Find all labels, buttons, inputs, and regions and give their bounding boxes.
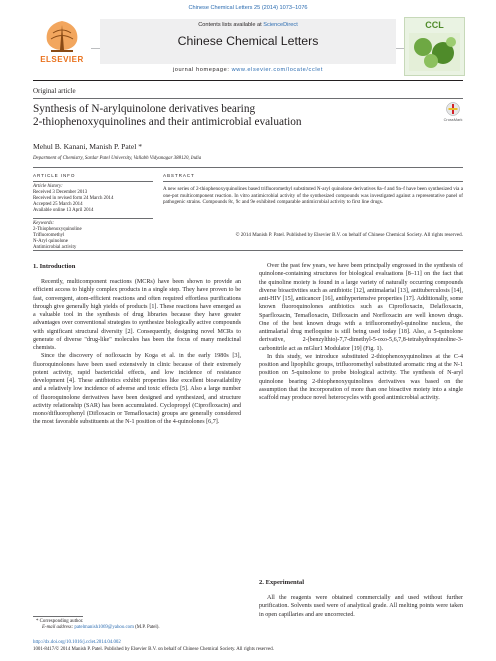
history-online: Available online 13 April 2014 <box>33 208 94 214</box>
cover-title: CCL <box>425 20 444 30</box>
authors: Mehul B. Kanani, Manish P. Patel * <box>33 142 143 151</box>
history-revised: Received in revised form 24 March 2014 <box>33 196 114 202</box>
article-info-heading: ARTICLE INFO <box>33 173 76 178</box>
title-line-2: 2-thiophenoxyquinolines and their antimicrobial evaluation <box>33 116 302 129</box>
email-line <box>36 625 244 631</box>
article-type: Original article <box>33 87 76 95</box>
intro-heading: 1. Introduction <box>33 263 76 270</box>
intro-paragraph-1: Recently, multicomponent reactions (MCRs) have been shown to provide an efficient access to highly complex products in a single step. They have proven to be fast, convergent, atom-efficient reactions and often required effortless purifications through give generally high yields of products [1]. These reactions have emerged as a valuable tool in the synthesis of drug libraries because they have greater advantages over conventional strategies to synthesize biologically active compounds with significant structural diversity [2]. Consequently, designing novel MCRs to generate of diverse "drug-like" molecules has been the focus of many medicinal chemists. <box>33 279 241 351</box>
sciencedirect-link[interactable]: ScienceDirect <box>263 22 298 28</box>
publisher-logo-text: ELSEVIER <box>40 55 84 64</box>
corresponding-author: * Corresponding author. <box>36 619 84 624</box>
right-column-body <box>259 262 463 402</box>
running-head: Chinese Chemical Letters 25 (2014) 1073–1076 <box>188 5 308 11</box>
right-paragraph-2: In this study, we introduce substituted 2-thiophenoxyquinolines at the C-4 position and lipophilic groups, trifluoromethyl substituted aromatic ring at the N-1 position on 5-quinolone to probe biological activity. The synthesis of N-aryl quinolone bearing 2-thiophenoxyquinolines derivatives was based on the assumption that the incorporation of more than one bioactive moiety into a single scaffold may produce novel heterocycles with good antimicrobial activity. <box>259 353 463 401</box>
journal-homepage <box>100 67 396 73</box>
history-received: Received 3 December 2013 <box>33 190 88 196</box>
email-link[interactable]: patelmanish1069@yahoo.com <box>74 625 134 631</box>
homepage-prefix: journal homepage: <box>172 67 232 73</box>
history-accepted: Accepted 25 March 2014 <box>33 202 83 208</box>
keyword-item: N-Aryl quinolone <box>33 239 68 245</box>
keyword-item: 2-Thiophenoxyquinoline <box>33 227 82 233</box>
affiliation: Department of Chemistry, Sardar Patel University, Vallabh Vidyanagar 388120, India <box>33 156 202 161</box>
history-label: Article history: <box>33 184 63 189</box>
keyword-item: Antimicrobial activity <box>33 245 77 251</box>
journal-cover <box>404 17 465 76</box>
crossmark-badge[interactable] <box>438 102 468 124</box>
journal-title: Chinese Chemical Letters <box>177 34 319 48</box>
contents-prefix: Contents lists available at <box>198 22 264 28</box>
experimental-body <box>259 594 463 619</box>
abstract-heading: ABSTRACT <box>163 173 195 178</box>
issn-line: 1001-8417/© 2014 Manish P. Patel. Published by Elsevier B.V. on behalf of Chinese Chemical Society. All rights reserved. <box>33 647 274 652</box>
email-suffix: (M.P. Patel). <box>133 625 160 631</box>
experimental-paragraph-1: All the reagents were obtained commercially and used without further purification. Solvents used were of analytical grade. All melting points were taken in open capillaries and are uncorrected. <box>259 595 463 618</box>
intro-body <box>33 278 241 427</box>
right-paragraph-1: Over the past few years, we have been principally engrossed in the synthesis of quinolone-containing structures for biological evaluations [8–11] on the fact that the quinoline moiety is found in a large variety of naturally occurring compounds diverse bioactivities such as antibiotic [12], antimalarial [13], antituberculosis [14], anti-HIV [15], anticancer [16], antihypertensive properties [17]. Additionally, some known fluoroquinolones antibiotics such as Ciprofloxacin, Delafloxacin, Sparfloxacin, Temafloxacin, Difloxacin and Norfloxacin are well known drugs. One of the best known drugs with a trifluoromethyl-quinoline nucleus, the antimalarial drug mefloquine is still being used today [18]. Also, a 5-quinolone derivative, 2-(benzylthio)-7,7-dimethyl-5-oxo-5,6,7,8-tetrahydroquinoline-3-carbonitrile act as mGlur1 Modulator [19] (Fig. 1). <box>259 263 463 352</box>
title-line-1: Synthesis of N-arylquinolone derivatives bearing <box>33 103 256 115</box>
keywords <box>33 221 153 251</box>
article-title <box>33 103 403 130</box>
keywords-label: Keywords: <box>33 221 55 226</box>
abstract-copyright: © 2014 Manish P. Patel. Published by Elsevier B.V. on behalf of Chinese Chemical Society. All rights reserved. <box>235 232 463 238</box>
email-label: E-mail address: <box>42 625 75 631</box>
abstract-text: A new series of 2-thiophenoxyquinolines based trifluoromethyl substituted N-aryl quinolone derivatives 8a–f and 9a–f have been synthesized via a one-pot multicomponent reaction. In vitro antimicrobial activity of the synthesized compounds was investigated against a representative panel of pathogenic strains. Compounds 8c, 9c and 9e exhibited comparable antimicrobial activity to first line drugs. <box>163 186 463 206</box>
homepage-link[interactable]: www.elsevier.com/locate/cclet <box>231 67 324 73</box>
keyword-item: Trifluoromethyl <box>33 233 65 239</box>
doi-link[interactable]: http://dx.doi.org/10.1016/j.cclet.2014.04.002 <box>33 640 121 645</box>
article-history <box>33 184 153 214</box>
experimental-heading: 2. Experimental <box>259 579 305 586</box>
intro-paragraph-2: Since the discovery of nofloxacin by Koga et al. in the early 1980s [3], fluoroquinolones have been used extensively in clinic because of their extremely potent activity, rapid bactericidal effects, and low incidence of resistance development [4]. These antibiotics exhibit properties like excellent bioavailability and a relatively low incidence of adverse and toxic effects [5]. Also a large number of fluoroquinolone derivatives have been designed and synthesized, and structure activity relationship (SAR) has been accumulated. Cyclopropyl (Ciprofloxacin) and mono/difluorophenyl (Difloxacin or Temafloxacin) groups are generally considered the most favorable substituents at the N-1 position of the 4-quinolones [6,7]. <box>33 353 241 426</box>
corresponding-footnote <box>36 619 244 631</box>
crossmark-icon <box>446 102 460 116</box>
contents-line <box>100 22 396 28</box>
crossmark-label: CrossMark <box>443 117 463 122</box>
